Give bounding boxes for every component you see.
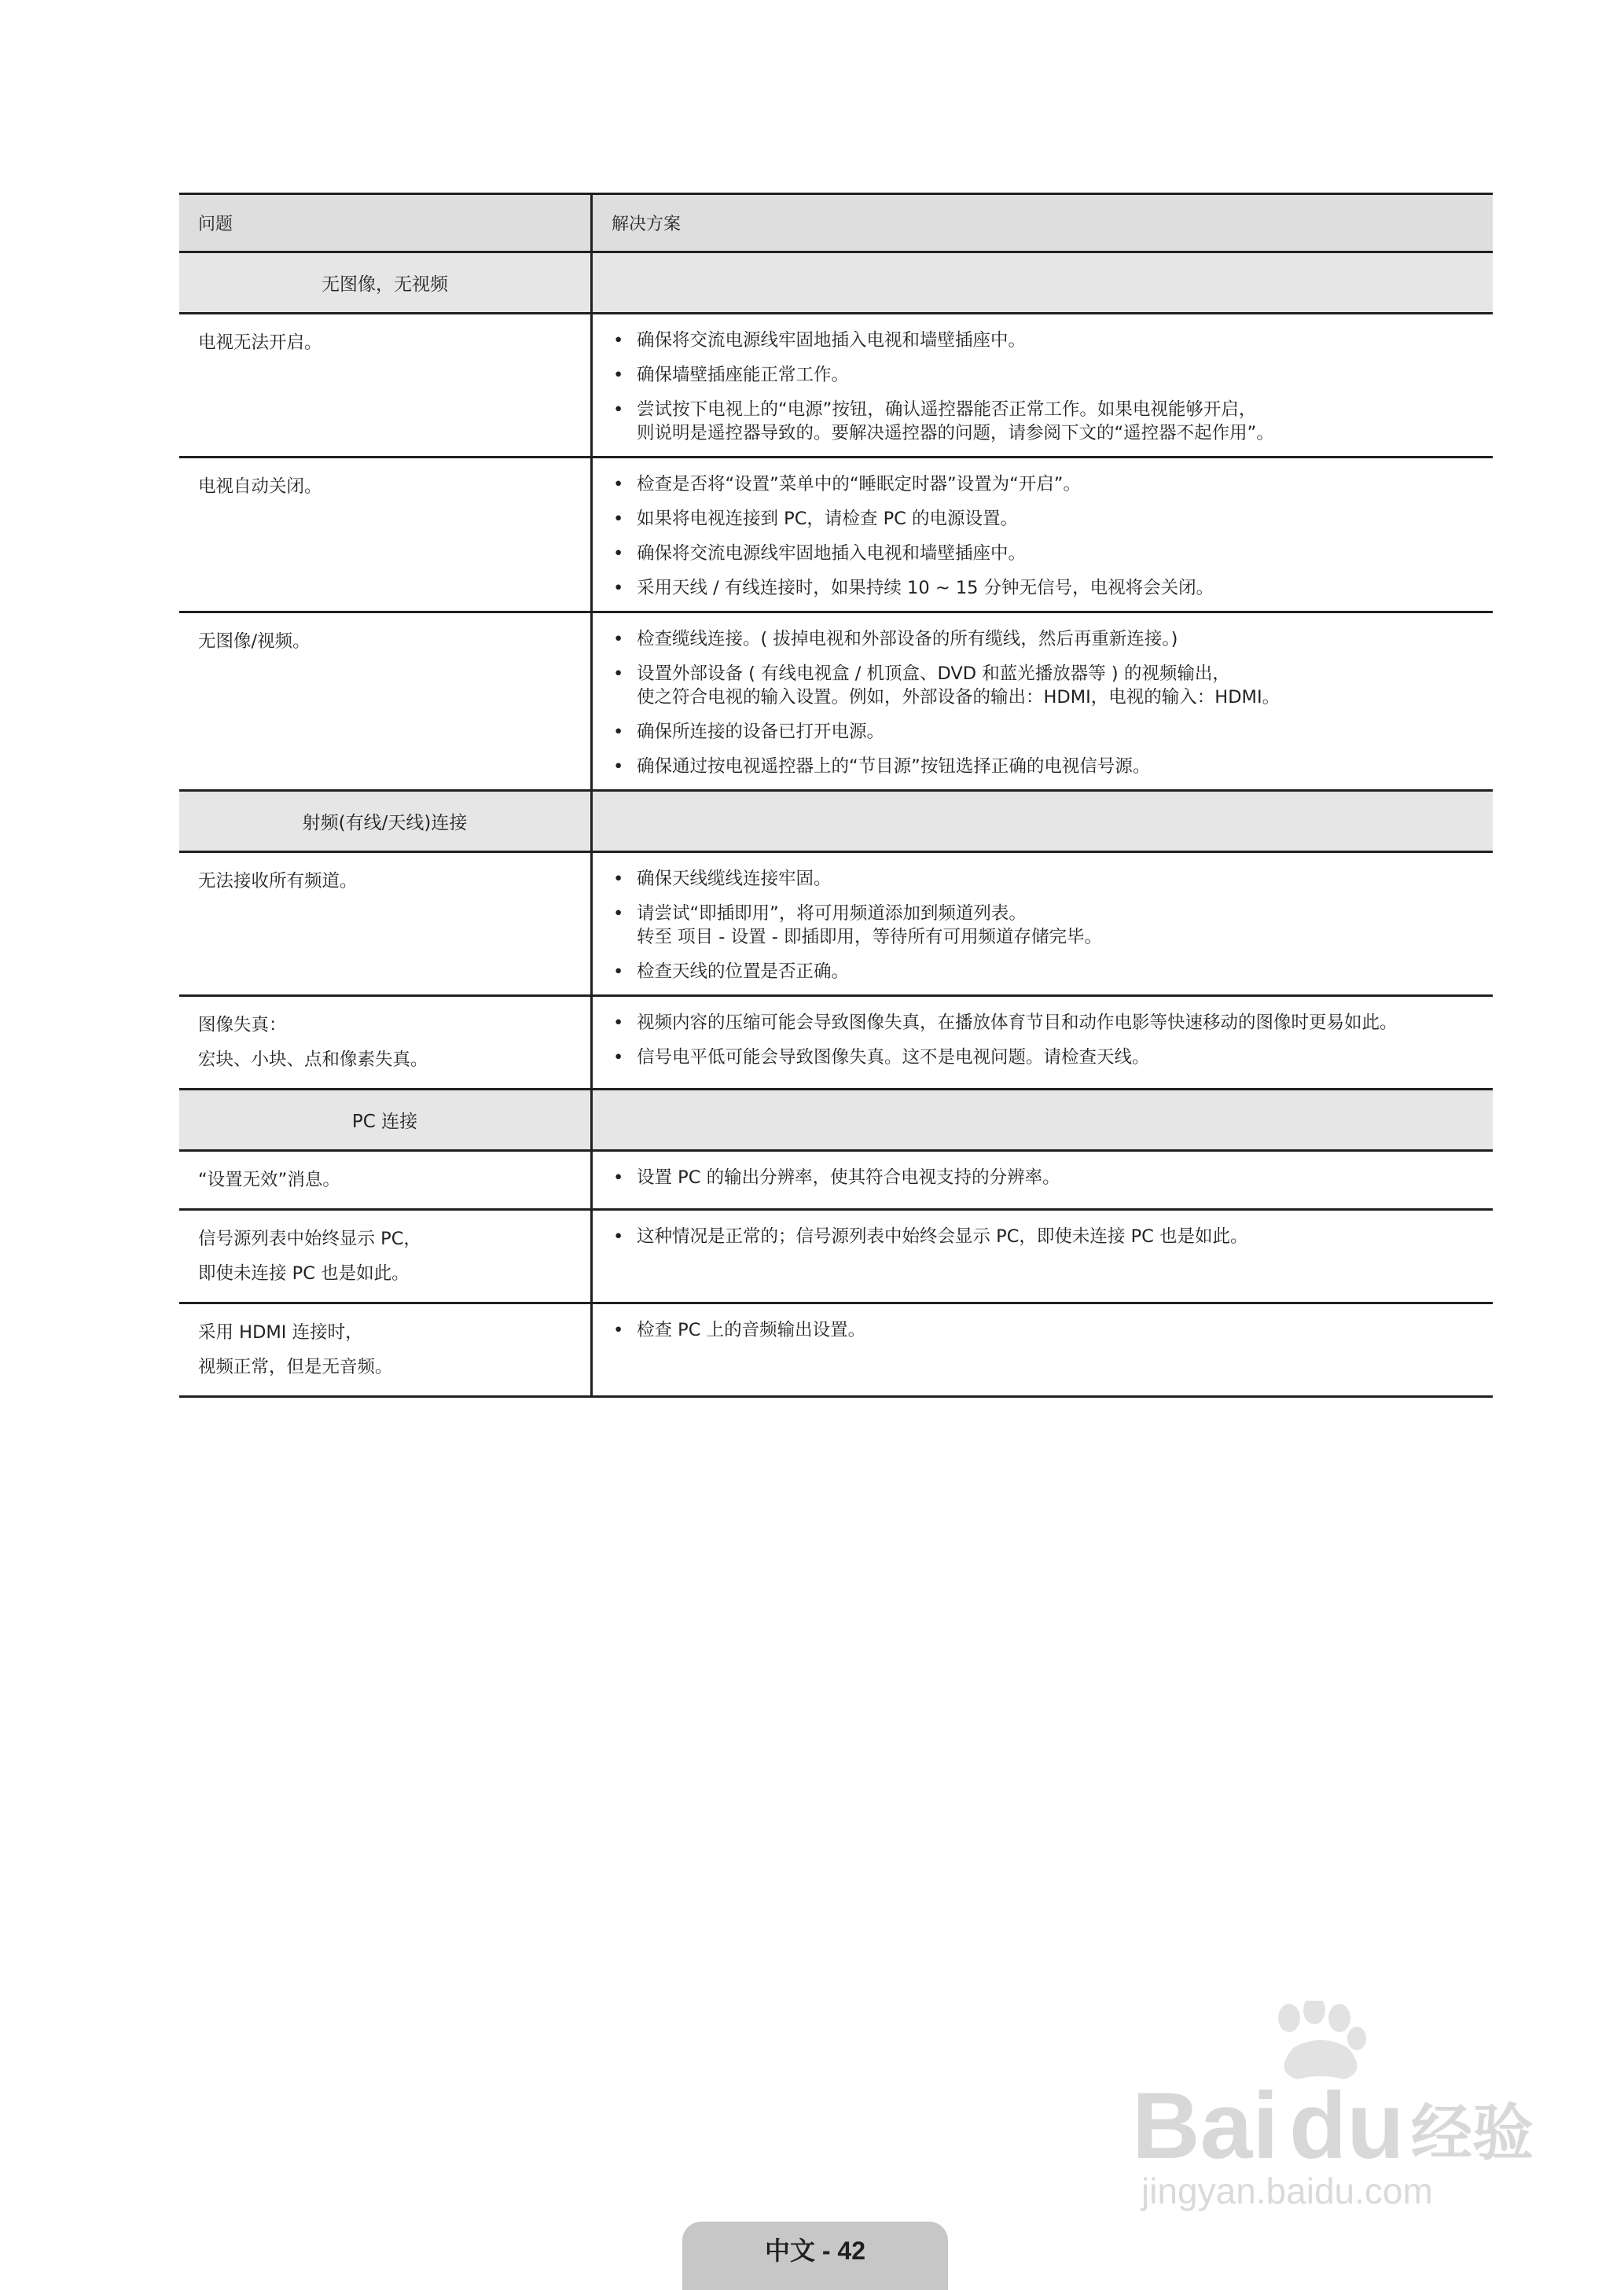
header-problem: 问题 <box>179 195 593 251</box>
solution-cell <box>593 613 1493 789</box>
problem-cell <box>179 1211 593 1302</box>
problem-cell <box>179 853 593 994</box>
page-number-tab: 中文 - 42 <box>682 2222 948 2290</box>
solution-text: • 检查缆线连接。( 拔掉电视和外部设备的所有缆线，然后再重新连接。) <box>637 629 1178 649</box>
table-row <box>179 997 1493 1090</box>
solution-item <box>612 472 1493 496</box>
solution-item <box>612 960 1493 983</box>
solution-item <box>612 507 1493 531</box>
solution-cell <box>593 997 1493 1088</box>
solution-text: • 检查 PC 上的音频输出设置。 <box>637 1320 866 1340</box>
solution-item <box>612 1166 1493 1189</box>
header-solution: 解决方案 <box>612 215 682 234</box>
solution-list <box>612 1225 1493 1248</box>
solution-text: • 确保墙壁插座能正常工作。 <box>637 365 850 385</box>
problem-cell <box>179 997 593 1088</box>
solution-text: • 信号电平低可能会导致图像失真。这不是电视问题。请检查天线。 <box>637 1047 1150 1068</box>
solution-item <box>612 755 1493 778</box>
watermark-logo-text: Bai <box>1132 2073 1279 2178</box>
solution-item <box>612 1318 1493 1342</box>
table-body <box>179 253 1493 1398</box>
solution-list <box>612 627 1493 778</box>
solution-item <box>612 542 1493 565</box>
solution-cell <box>593 1211 1493 1302</box>
solution-text: • 确保天线缆线连接牢固。 <box>637 869 832 889</box>
problem-text: 电视无法开启。 <box>198 333 322 353</box>
solution-text: • 检查是否将“设置”菜单中的“睡眠定时器”设置为“开启”。 <box>637 474 1081 494</box>
solution-text: • 确保将交流电源线牢固地插入电视和墙壁插座中。 <box>637 543 1027 564</box>
section-header-row <box>179 1090 1493 1152</box>
table-row <box>179 853 1493 997</box>
problem-text: “设置无效”消息。 <box>198 1170 340 1190</box>
problem-cell <box>179 613 593 789</box>
solution-item <box>612 720 1493 744</box>
solution-list <box>612 1011 1493 1069</box>
problem-cell <box>179 458 593 611</box>
problem-text: 即使未连接 PC 也是如此。 <box>198 1263 410 1284</box>
solution-item <box>612 1225 1493 1248</box>
table-row <box>179 314 1493 458</box>
solution-item <box>612 363 1493 387</box>
solution-item <box>612 1011 1493 1035</box>
solution-item <box>612 902 1493 949</box>
solution-item <box>612 398 1493 445</box>
section-empty-cell <box>593 253 1493 312</box>
problem-text: 宏块、小块、点和像素失真。 <box>198 1049 428 1070</box>
solution-list <box>612 472 1493 600</box>
solution-item <box>612 1046 1493 1069</box>
problem-text: 无图像/视频。 <box>198 631 310 652</box>
svg-text:经验: 经验 <box>1411 2098 1534 2169</box>
section-title: 射频(有线/天线)连接 <box>179 792 593 851</box>
solution-text: 转至 项目 - 设置 - 即插即用，等待所有可用频道存储完毕。 <box>637 927 1102 947</box>
svg-text:du: du <box>1289 2073 1405 2178</box>
solution-list <box>612 1166 1493 1189</box>
section-empty-cell <box>593 792 1493 851</box>
problem-cell <box>179 1152 593 1208</box>
problem-text: 信号源列表中始终显示 PC， <box>198 1229 421 1249</box>
solution-item <box>612 329 1493 352</box>
table-row <box>179 1152 1493 1211</box>
solution-item <box>612 576 1493 600</box>
solution-list <box>612 867 1493 983</box>
solution-list <box>612 1318 1493 1342</box>
section-header-row <box>179 792 1493 853</box>
section-header-row <box>179 253 1493 314</box>
paw-logo-icon <box>1278 2001 1366 2079</box>
section-title: 无图像，无视频 <box>179 253 593 312</box>
problem-text: 电视自动关闭。 <box>198 476 322 497</box>
problem-cell <box>179 314 593 456</box>
solution-text: • 设置外部设备 ( 有线电视盒 / 机顶盒、DVD 和蓝光播放器等 ) 的视频输出， <box>637 663 1230 684</box>
solution-cell <box>593 853 1493 994</box>
problem-text: 采用 HDMI 连接时， <box>198 1322 363 1343</box>
problem-text: 无法接收所有频道。 <box>198 871 358 891</box>
table-row <box>179 613 1493 792</box>
table-row <box>179 458 1493 613</box>
table-row <box>179 1304 1493 1398</box>
table-header-row <box>179 195 1493 253</box>
solution-item <box>612 627 1493 651</box>
solution-text: 则说明是遥控器导致的。要解决遥控器的问题，请参阅下文的“遥控器不起作用”。 <box>637 423 1274 443</box>
solution-text: • 尝试按下电视上的“电源”按钮，确认遥控器能否正常工作。如果电视能够开启， <box>637 399 1257 420</box>
troubleshooting-table <box>179 193 1493 1398</box>
solution-text: • 请尝试“即插即用”，将可用频道添加到频道列表。 <box>637 903 1027 924</box>
solution-text: • 确保通过按电视遥控器上的“节目源”按钮选择正确的电视信号源。 <box>637 756 1151 777</box>
solution-cell <box>593 314 1493 456</box>
solution-list <box>612 329 1493 445</box>
solution-text: • 视频内容的压缩可能会导致图像失真，在播放体育节目和动作电影等快速移动的图像时更易如此。 <box>637 1013 1398 1033</box>
solution-text: • 确保将交流电源线牢固地插入电视和墙壁插座中。 <box>637 330 1027 351</box>
solution-item <box>612 867 1493 891</box>
section-title: PC 连接 <box>179 1090 593 1149</box>
solution-text: 使之符合电视的输入设置。例如，外部设备的输出：HDMI，电视的输入：HDMI。 <box>637 687 1280 708</box>
table-row <box>179 1211 1493 1304</box>
solution-text: • 检查天线的位置是否正确。 <box>637 961 850 982</box>
solution-text: • 确保所连接的设备已打开电源。 <box>637 722 885 742</box>
problem-text: 图像失真： <box>198 1015 287 1035</box>
solution-cell <box>593 1304 1493 1395</box>
solution-text: • 采用天线 / 有线连接时，如果持续 10 ~ 15 分钟无信号，电视将会关闭。 <box>637 578 1214 598</box>
baidu-jingyan-watermark <box>1132 2001 1541 2213</box>
solution-cell <box>593 1152 1493 1208</box>
solution-text: • 这种情况是正常的；信号源列表中始终会显示 PC，即使未连接 PC 也是如此。 <box>637 1226 1248 1247</box>
solution-text: • 如果将电视连接到 PC，请检查 PC 的电源设置。 <box>637 509 1019 529</box>
solution-text: • 设置 PC 的输出分辨率，使其符合电视支持的分辨率。 <box>637 1167 1060 1188</box>
watermark-url: jingyan.baidu.com <box>1141 2171 1433 2211</box>
solution-item <box>612 662 1493 709</box>
problem-cell <box>179 1304 593 1395</box>
solution-cell <box>593 458 1493 611</box>
problem-text: 视频正常，但是无音频。 <box>198 1357 393 1377</box>
section-empty-cell <box>593 1090 1493 1149</box>
